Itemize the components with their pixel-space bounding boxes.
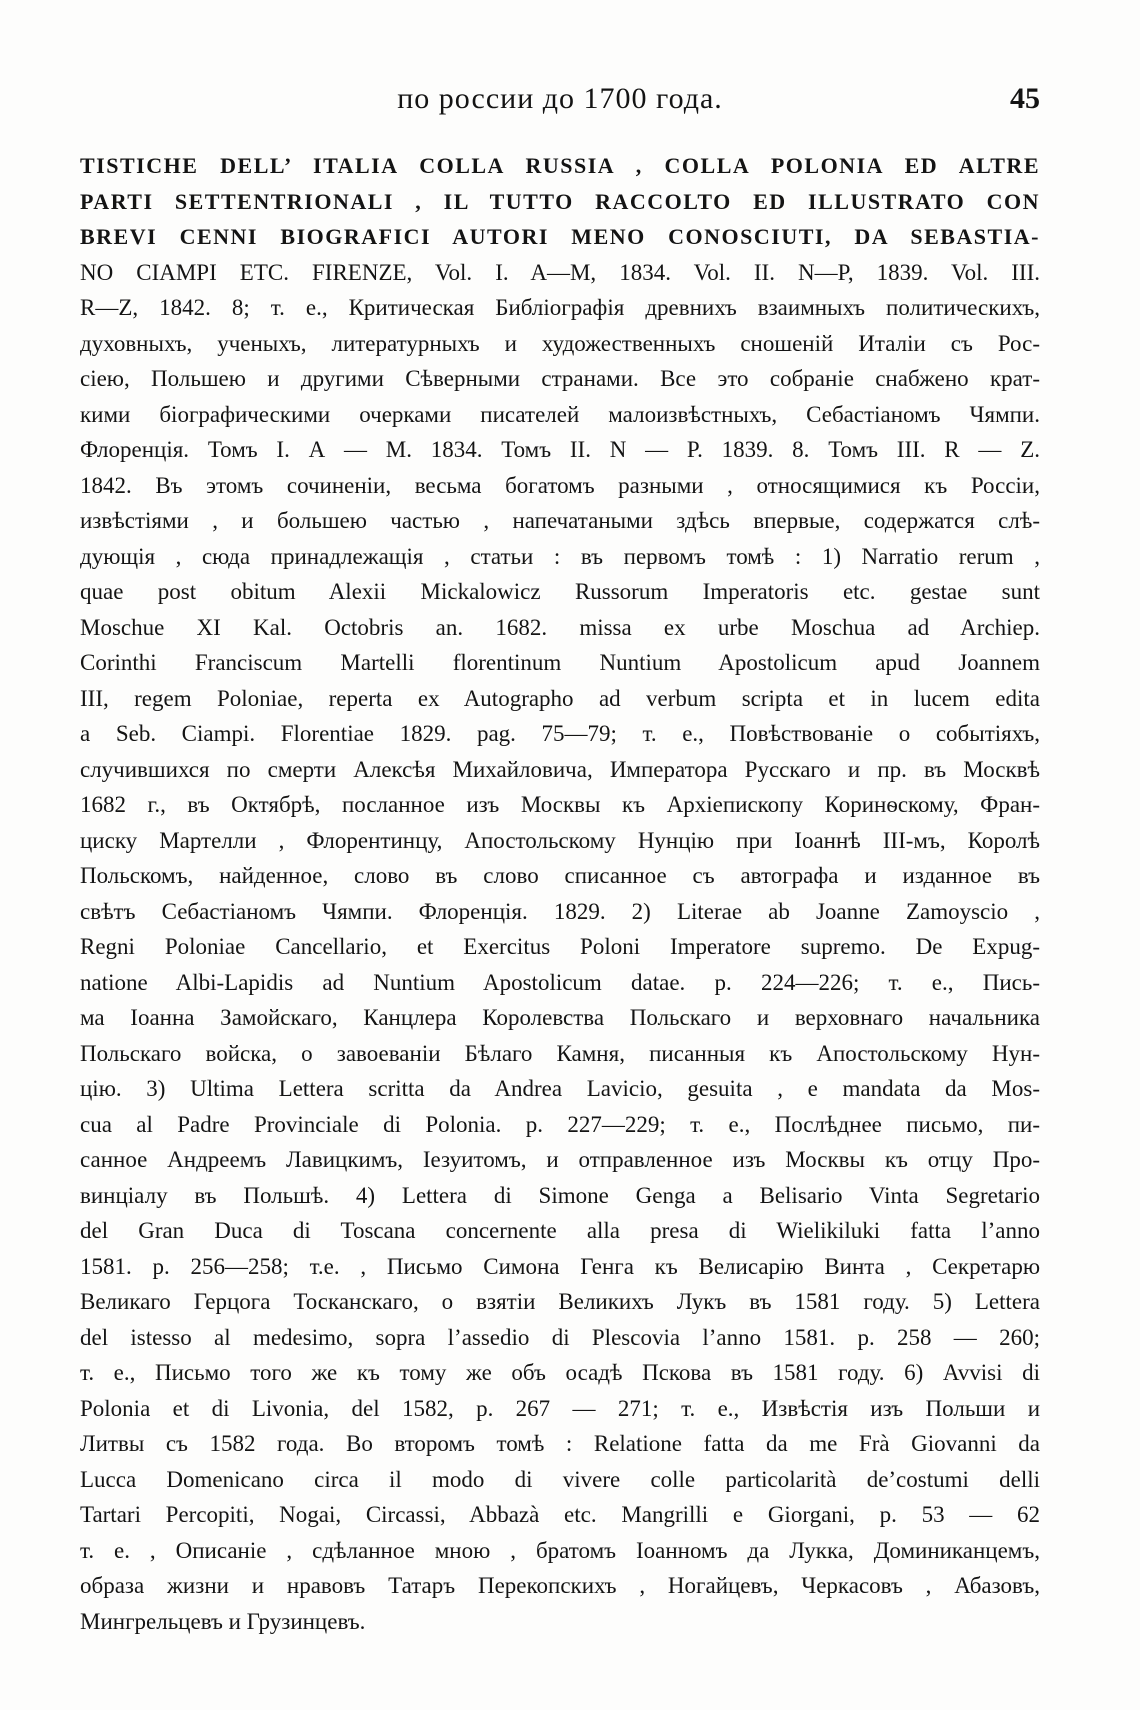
text-line: случившихся по смерти Алексѣя Михайловича, Императора Русскаго и пр. въ Москвѣ — [80, 756, 1040, 782]
text-line: духовныхъ, ученыхъ, литературныхъ и художественныхъ сношеній Италіи съ Рос- — [80, 330, 1040, 356]
text-line: т. е., Письмо того же къ тому же объ осадѣ Пскова въ 1581 году. 6) Avvisi di — [80, 1360, 1040, 1385]
text-line: TISTICHE DELL’ ITALIA COLLA RUSSIA , COLLA POLONIA ED ALTRE — [80, 153, 1040, 178]
text-line: quae post obitum Alexii Mickalowicz Russorum Imperatoris etc. gestae sunt — [80, 579, 1040, 604]
text-line: Polonia et di Livonia, del 1582, p. 267 — 271; т. е., Извѣстія изъ Польши и — [80, 1395, 1040, 1421]
page-number: 45 — [1010, 82, 1040, 115]
text-line: циску Мартелли , Флорентинцу, Апостольскому Нунцію при Іоаннѣ III-мъ, Королѣ — [80, 827, 1040, 853]
text-line: R—Z, 1842. 8; т. е., Критическая Библіографія древнихъ взаимныхъ политическихъ, — [80, 295, 1040, 320]
text-line: сіею, Польшею и другими Сѣверными странами. Все это собраніе снабжено крат- — [80, 366, 1040, 391]
text-line: винціалу въ Польшѣ. 4) Lettera di Simone Genga a Belisario Vinta Segretario — [80, 1182, 1040, 1208]
text-line: III, regem Poloniae, reperta ex Autographo ad verbum scripta et in lucem edita — [80, 685, 1040, 711]
text-line: дующія , сюда принадлежащія , статьи : въ первомъ томѣ : 1) Narratio rerum , — [80, 543, 1040, 569]
text-line: образа жизни и нравовъ Татаръ Перекопскихъ , Ногайцевъ, Черкасовъ , Абазовъ, — [80, 1573, 1040, 1598]
text-line: Regni Poloniae Cancellario, et Exercitus Poloni Imperatore supremo. De Expug- — [80, 934, 1040, 959]
text-line: Lucca Domenicano circa il modo di vivere colle particolarità de’costumi delli — [80, 1466, 1040, 1492]
text-line: del istesso al medesimo, sopra l’assedio di Plescovia l’anno 1581. p. 258 — 260; — [80, 1324, 1040, 1350]
text-line: 1581. p. 256—258; т.е. , Письмо Симона Генга къ Велисарію Винта , Секретарю — [80, 1253, 1040, 1279]
text-line: Флоренція. Томъ I. А — М. 1834. Томъ II. N — P. 1839. 8. Томъ III. R — Z. — [80, 437, 1040, 462]
text-line: Литвы съ 1582 года. Во второмъ томѣ : Relatione fatta da me Frà Giovanni da — [80, 1431, 1040, 1456]
text-line: цію. 3) Ultima Lettera scritta da Andrea Lavicio, gesuita , e mandata da Mos- — [80, 1076, 1040, 1101]
running-head — [80, 78, 1040, 128]
text-line: свѣтъ Себастіаномъ Чямпи. Флоренція. 1829. 2) Literae ab Joanne Zamoyscio , — [80, 898, 1040, 924]
text-line: NO CIAMPI ETC. FIRENZE, Vol. I. A—M, 1834. Vol. II. N—P, 1839. Vol. III. — [80, 259, 1040, 285]
running-title: по россии до 1700 года. — [397, 82, 723, 115]
text-line: 1682 г., въ Октябрѣ, посланное изъ Москвы къ Архіепископу Коринѳскому, Фран- — [80, 792, 1040, 817]
text-line: санное Андреемъ Лавицкимъ, Іезуитомъ, и отправленное изъ Москвы къ отцу Про- — [80, 1147, 1040, 1172]
text-line: Великаго Герцога Тосканскаго, о взятіи Великихъ Лукъ въ 1581 году. 5) Lettera — [80, 1289, 1040, 1314]
text-line: ма Іоанна Замойскаго, Канцлера Королевства Польскаго и верховнаго начальника — [80, 1005, 1040, 1030]
text-line: Польскаго войска, о завоеваніи Бѣлаго Камня, писанныя къ Апостольскому Нун- — [80, 1040, 1040, 1066]
text-line: Tartari Percopiti, Nogai, Circassi, Abbazà etc. Mangrilli e Giorgani, p. 53 — 62 — [80, 1502, 1040, 1527]
text-line: cua al Padre Provinciale di Polonia. p. 227—229; т. е., Послѣднее письмо, пи- — [80, 1111, 1040, 1137]
text-line: Мингрельцевъ и Грузинцевъ. — [80, 1608, 366, 1634]
text-line: a Seb. Ciampi. Florentiae 1829. pag. 75—79; т. е., Повѣствованіе о событіяхъ, — [80, 721, 1040, 746]
text-line: Moschue XI Kal. Octobris an. 1682. missa ex urbe Moschua ad Archiep. — [80, 614, 1040, 640]
text-line: natione Albi-Lapidis ad Nuntium Apostolicum datae. p. 224—226; т. е., Пись- — [80, 969, 1040, 995]
body-text — [80, 148, 1040, 1639]
text-line: BREVI CENNI BIOGRAFICI AUTORI MENO CONOSCIUTI, DA SEBASTIA- — [80, 224, 1040, 249]
text-line: извѣстіями , и большею частью , напечатаными здѣсь впервые, содержатся слѣ- — [80, 508, 1040, 533]
text-line: Corinthi Franciscum Martelli florentinum Nuntium Apostolicum apud Joannem — [80, 650, 1040, 675]
text-line: кими біографическими очерками писателей малоизвѣстныхъ, Себастіаномъ Чямпи. — [80, 401, 1040, 427]
text-line: т. е. , Описаніе , сдѣланное мною , братомъ Іоанномъ да Лукка, Доминиканцемъ, — [80, 1537, 1040, 1563]
text-line: PARTI SETTENTRIONALI , IL TUTTO RACCOLTO ED ILLUSTRATO CON — [80, 188, 1040, 214]
text-line: del Gran Duca di Toscana concernente alla presa di Wielikiluki fatta l’anno — [80, 1218, 1040, 1243]
text-line: Польскомъ, найденное, слово въ слово списанное съ автографа и изданное въ — [80, 863, 1040, 888]
text-line: 1842. Въ этомъ сочиненіи, весьма богатомъ разными , относящимися къ Россіи, — [80, 472, 1040, 498]
